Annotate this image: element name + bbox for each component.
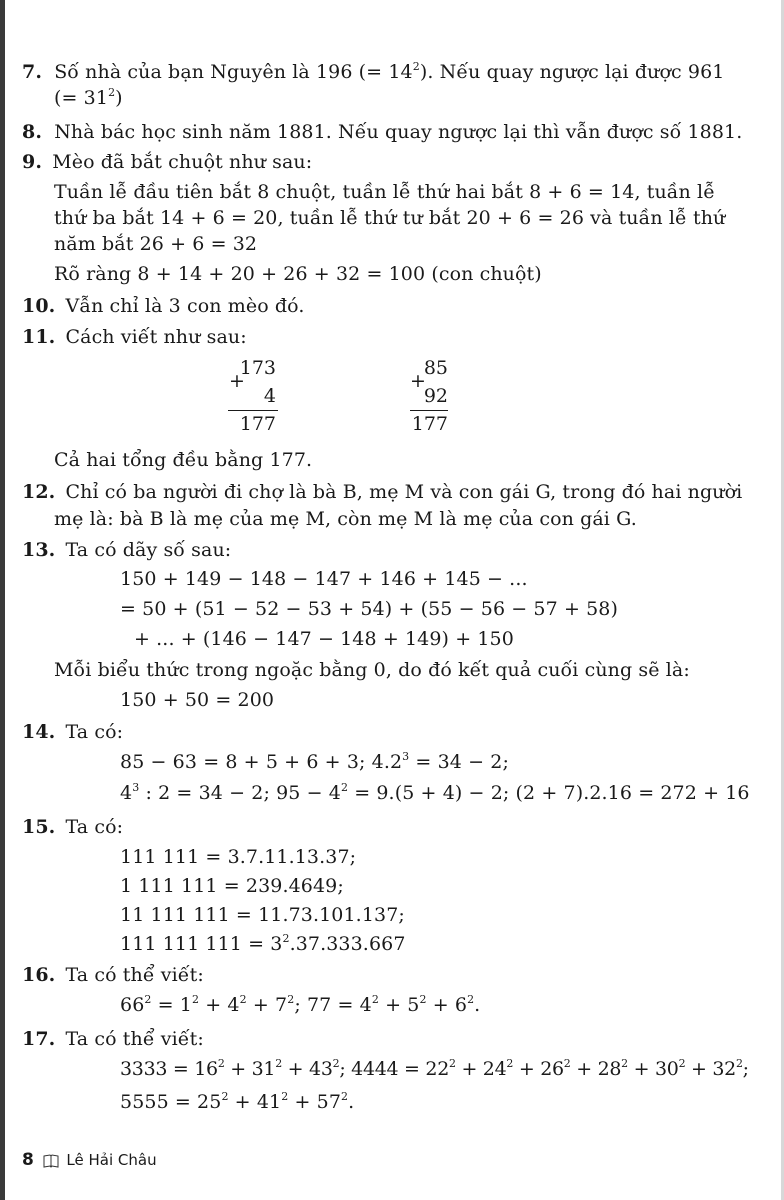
page-edge-left [0,0,5,1200]
answer-15-line-2: 1 111 111 = 239.4649; [120,875,344,897]
answer-16-title: 16. Ta có thể viết: [22,964,204,986]
sum-2-total: 177 [411,413,448,435]
sum-1-plus: + [229,370,245,392]
answer-13-line-2: = 50 + (51 − 52 − 53 + 54) + (55 − 56 − 57 + 58) [120,598,618,620]
answer-13-title: 13. Ta có dãy số sau: [22,539,232,561]
answer-13-line-4: Mỗi biểu thức trong ngoặc bằng 0, do đó kết quả cuối cùng sẽ là: [54,659,690,681]
page-footer [22,1150,157,1173]
answer-7-line-1: 7. Số nhà của bạn Nguyên là 196 (= $14^2$). Nếu quay ngược lại được 961 [22,60,725,83]
answer-8: 8. Nhà bác học sinh năm 1881. Nếu quay ngược lại thì vẫn được số 1881. [22,121,743,143]
answer-14-title: 14. Ta có: [22,721,124,743]
answer-9-line-1: Tuần lễ đầu tiên bắt 8 chuột, tuần lễ thứ hai bắt 8 + 6 = 14, tuần lễ [54,181,715,203]
answer-14-line-1: 85 − 63 = 8 + 5 + 6 + 3; $4.2^3 = 34 - 2$; [120,750,509,773]
answer-7-number: 7. [22,61,43,83]
answer-16-equation: $66^2 = 1^2 + 4^2 + 7^2$; $77 = 4^2 + 5^2 + 6^2$. [120,993,481,1016]
answer-7-line-2: (= $31^2$) [54,86,123,109]
answer-11-number: 11. [22,326,56,348]
answer-15-number: 15. [22,816,56,838]
sum-2-plus: + [410,370,426,392]
answer-9-title: 9. Mèo đã bắt chuột như sau: [22,151,313,173]
answer-12-line-2: mẹ là: bà B là mẹ của mẹ M, còn mẹ M là mẹ của con gái G. [54,508,637,530]
answer-12-line-1: 12. Chỉ có ba người đi chợ là bà B, mẹ M và con gái G, trong đó hai người [22,481,743,503]
answer-17-number: 17. [22,1028,56,1050]
answer-8-number: 8. [22,121,43,143]
answer-13-line-3: + ... + (146 − 147 − 148 + 149) + 150 [134,628,514,650]
sum-1-total: 177 [239,413,276,435]
answer-13-number: 13. [22,539,56,561]
answer-14-number: 14. [22,721,56,743]
answer-13-line-5: 150 + 50 = 200 [120,689,275,711]
answer-17-equation-1: $3333 = 16^2 + 31^2 + 43^2$; $4444 = 22^2 + 24^2 + 26^2 + 28^2 + 30^2 + 32^2$; [120,1057,749,1080]
answer-13-line-1: 150 + 149 − 148 − 147 + 146 + 145 − ... [120,568,528,590]
answer-9-line-2: thứ ba bắt 14 + 6 = 20, tuần lễ thứ tư bắt 20 + 6 = 26 và tuần lễ thứ [54,207,726,229]
answer-17-equation-2: $5555 = 25^2 + 41^2 + 57^2$. [120,1090,355,1113]
sum-2-top: 85 [423,357,448,379]
answer-11-conclusion: Cả hai tổng đều bằng 177. [54,449,313,471]
sum-1-rule [228,410,278,411]
sum-2-rule [410,410,448,411]
answer-15-title: 15. Ta có: [22,816,124,838]
answer-9-line-3: năm bắt 26 + 6 = 32 [54,233,258,255]
answer-14-line-2: $4^3$ : 2 = 34 − 2; $95 - 4^2 = 9.(5 + 4) - 2$; (2 + 7).2.16 = 272 + 16 [120,781,750,804]
answer-11-title: 11. Cách viết như sau: [22,326,247,348]
sum-2-bottom: 92 [423,385,448,407]
answer-12-number: 12. [22,481,56,503]
answer-15-line-4: 111 111 $111 = 3^2.37.333.667$ [120,932,406,955]
sum-1-top: 173 [239,357,276,379]
answer-10-number: 10. [22,295,56,317]
answer-15-line-3: 11 111 111 = 11.73.101.137; [120,904,405,926]
answer-17-title: 17. Ta có thể viết: [22,1028,204,1050]
sum-1-bottom: 4 [263,385,276,407]
page-number: 8 [22,1150,34,1170]
answer-15-line-1: 111 111 = 3.7.11.13.37; [120,846,357,868]
answer-10: 10. Vẫn chỉ là 3 con mèo đó. [22,295,305,317]
answer-9-number: 9. [22,151,43,173]
author-name: Lê Hải Châu [66,1151,157,1169]
answer-16-number: 16. [22,964,56,986]
answer-9-line-4: Rõ ràng 8 + 14 + 20 + 26 + 32 = 100 (con chuột) [54,263,542,285]
book-icon [43,1153,59,1173]
